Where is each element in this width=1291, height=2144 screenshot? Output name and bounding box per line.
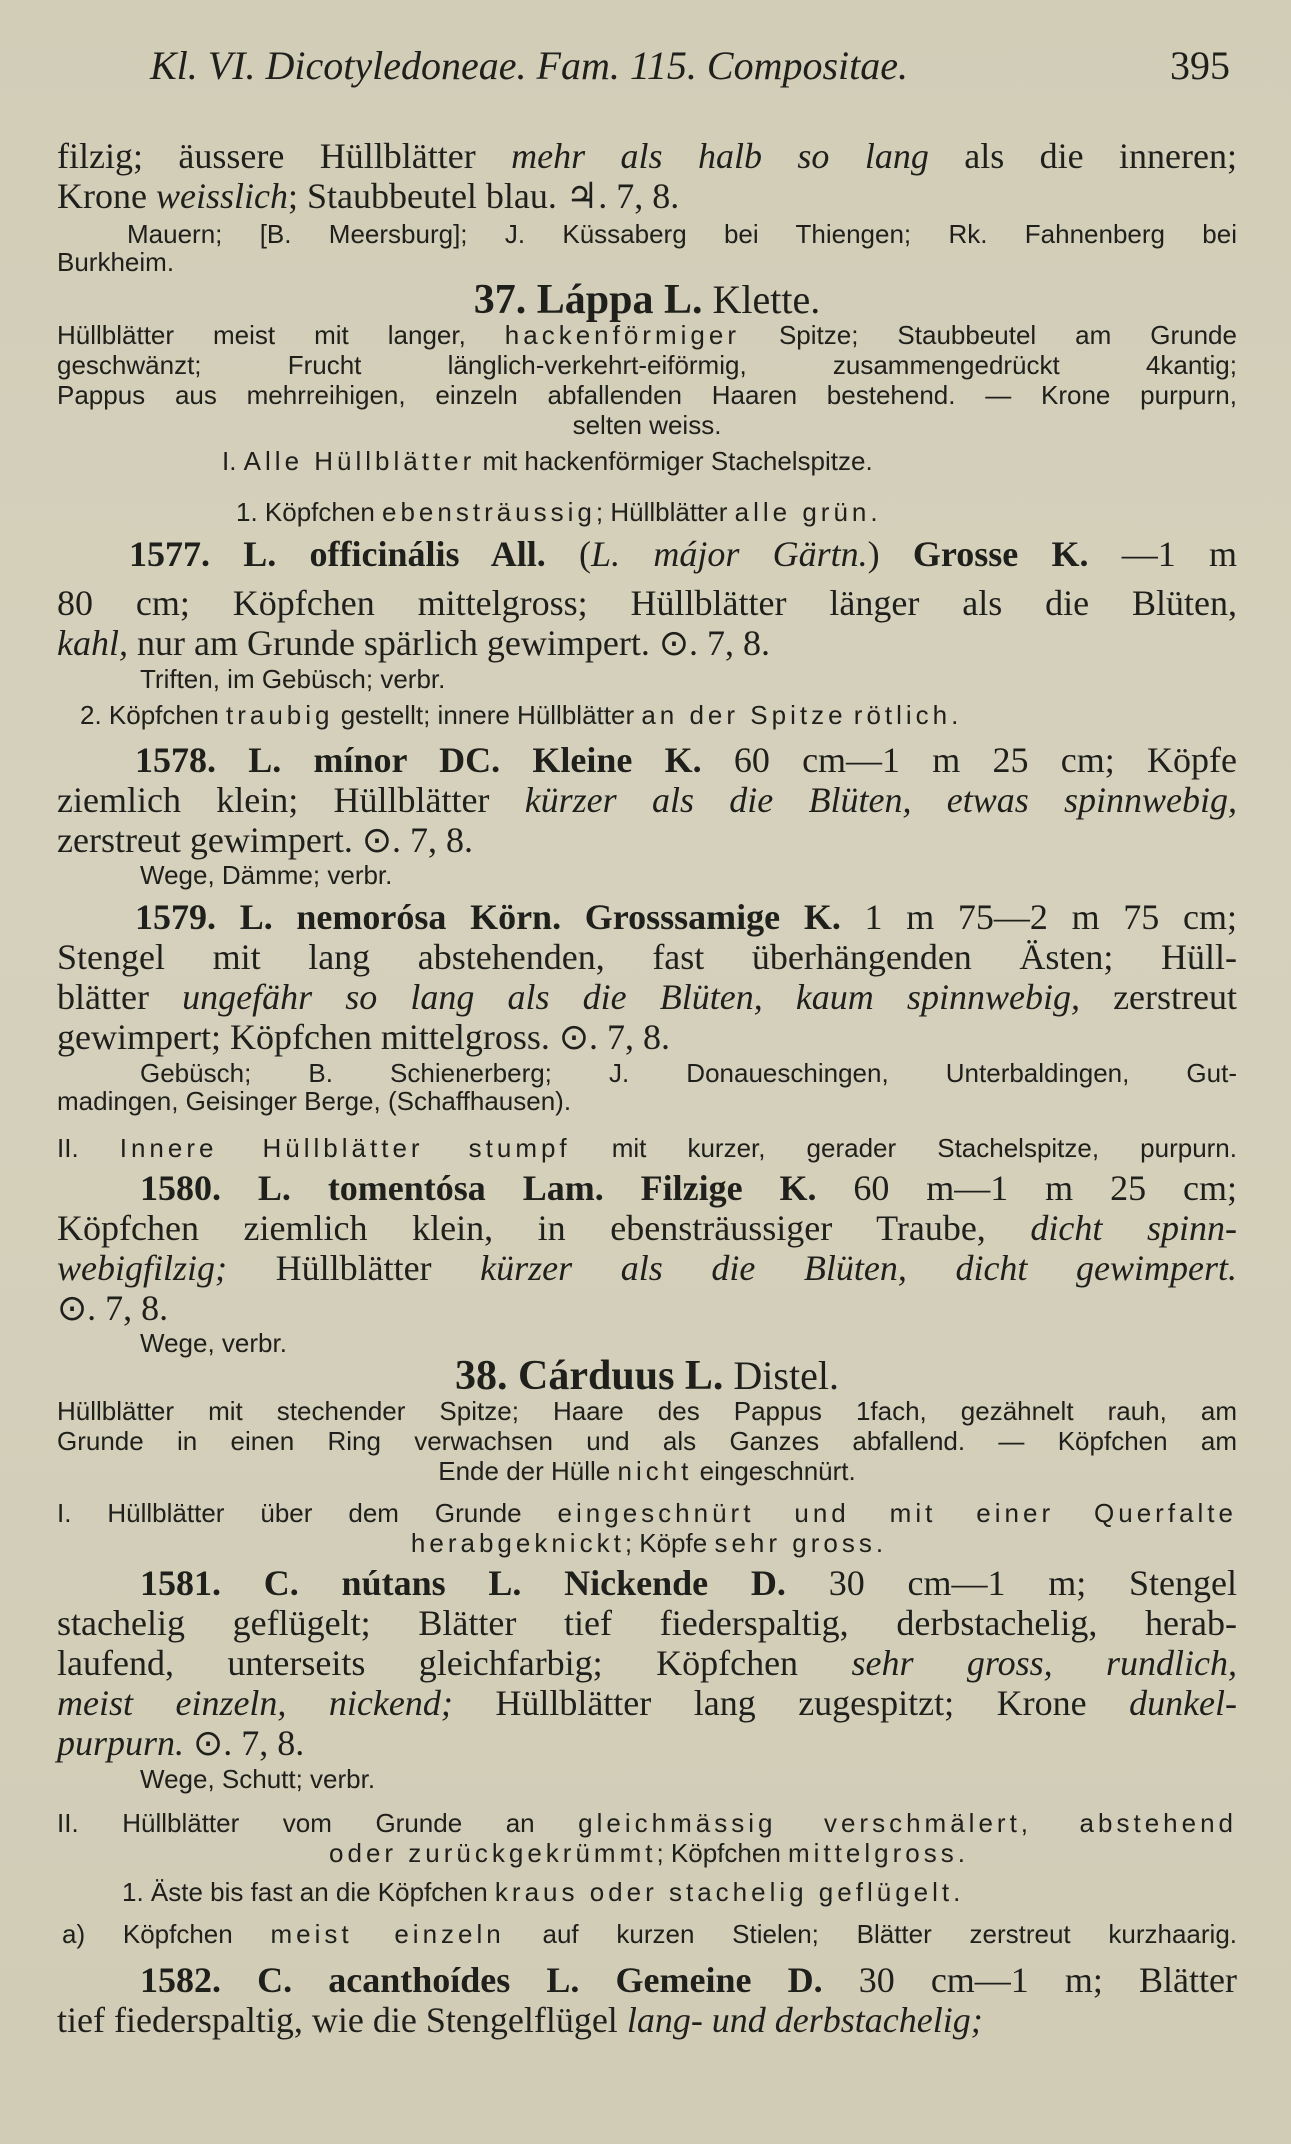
text-line: purpurn. ⊙. 7, 8. (57, 1723, 305, 1763)
key-line: I. Hüllblätter über dem Grunde eingeschnürt und mit einer Querfalte (57, 1498, 1237, 1528)
species-1577: 1577. L. officinális All. (L. májor Gärtn.) Grosse K. —1 m (129, 534, 1237, 574)
running-header (150, 44, 1230, 88)
page-number: 395 (1170, 43, 1230, 88)
genus-description: Hüllblätter meist mit langer, hackenförmiger Spitze; Staubbeutel am Grunde (57, 320, 1237, 350)
locality-line: madingen, Geisinger Berge, (Schaffhausen). (57, 1086, 572, 1116)
genus-description: Hüllblätter mit stechender Spitze; Haare des Pappus 1fach, gezähnelt rauh, am (57, 1396, 1237, 1426)
text-line: zerstreut gewimpert. ⊙. 7, 8. (57, 820, 474, 860)
species-1582: 1582. C. acanthoídes L. Gemeine D. 30 cm—1 m; Blätter (140, 1960, 1237, 2000)
key-line: herabgeknickt; Köpfe sehr gross. (410, 1528, 884, 1558)
text-line: ziemlich klein; Hüllblätter kürzer als die Blüten, etwas spinnwebig, (57, 780, 1237, 820)
key-line: 2. Köpfchen traubig gestellt; innere Hüllblätter an der Spitze rötlich. (80, 700, 959, 730)
locality-line: Wege, Dämme; verbr. (140, 860, 393, 890)
genus-description: Pappus aus mehrreihigen, einzeln abfallenden Haaren bestehend. — Krone purpurn, (57, 380, 1237, 410)
key-line: 1. Äste bis fast an die Köpfchen kraus oder stachelig geflügelt. (122, 1877, 961, 1907)
text-line: Köpfchen ziemlich klein, in ebensträussiger Traube, dicht spinn- (57, 1208, 1237, 1248)
genus-description: Grunde in einen Ring verwachsen und als Ganzes abfallend. — Köpfchen am (57, 1426, 1237, 1456)
text-line: blätter ungefähr so lang als die Blüten, kaum spinnwebig, zerstreut (57, 977, 1238, 1017)
locality-line: Mauern; [B. Meersburg]; J. Küssaberg bei Thiengen; Rk. Fahnenberg bei (127, 219, 1237, 249)
species-1581: 1581. C. nútans L. Nickende D. 30 cm—1 m; Stengel (140, 1563, 1237, 1603)
key-line: a) Köpfchen meist einzeln auf kurzen Stielen; Blätter zerstreut kurzhaarig. (62, 1919, 1238, 1949)
genus-heading-38: 38. Cárduus L. Distel. (455, 1353, 839, 1399)
text-line: gewimpert; Köpfchen mittelgross. ⊙. 7, 8. (57, 1017, 671, 1057)
text-line: ⊙. 7, 8. (57, 1288, 169, 1328)
locality-line: Burkheim. (57, 247, 175, 277)
key-line: oder zurückgekrümmt; Köpfchen mittelgross. (329, 1838, 965, 1868)
text-line: stachelig geflügelt; Blätter tief fiederspaltig, derbstachelig, herab- (57, 1603, 1237, 1643)
key-line: 1. Köpfchen ebensträussig; Hüllblätter alle grün. (236, 497, 878, 527)
text-line: 80 cm; Köpfchen mittelgross; Hüllblätter länger als die Blüten, (57, 583, 1237, 623)
text-line: Krone weisslich; Staubbeutel blau. ♃. 7, 8. (57, 176, 680, 216)
text-line: tief fiederspaltig, wie die Stengelflügel lang- und derbstachelig; (57, 2000, 983, 2040)
genus-description: geschwänzt; Frucht länglich-verkehrt-eiförmig, zusammengedrückt 4kantig; (57, 350, 1237, 380)
key-line: II. Hüllblätter vom Grunde an gleichmässig verschmälert, abstehend (57, 1808, 1237, 1838)
locality-line: Wege, Schutt; verbr. (140, 1764, 376, 1794)
key-line: II. Innere Hüllblätter stumpf mit kurzer, gerader Stachelspitze, purpurn. (57, 1133, 1237, 1163)
locality-line: Triften, im Gebüsch; verbr. (140, 664, 446, 694)
locality-line: Gebüsch; B. Schienerberg; J. Donaueschingen, Unterbaldingen, Gut- (140, 1058, 1237, 1088)
header-title: Kl. VI. Dicotyledoneae. Fam. 115. Compositae. (150, 43, 909, 88)
text-line: webigfilzig; Hüllblätter kürzer als die Blüten, dicht gewimpert. (57, 1248, 1238, 1288)
species-1579: 1579. L. nemorósa Körn. Grosssamige K. 1 m 75—2 m 75 cm; (135, 897, 1237, 937)
locality-line: Wege, verbr. (140, 1328, 287, 1358)
text-line: Stengel mit lang abstehenden, fast überhängenden Ästen; Hüll- (57, 937, 1237, 977)
text-line: filzig; äussere Hüllblätter mehr als halb so lang als die inneren; (57, 136, 1238, 176)
species-1578: 1578. L. mínor DC. Kleine K. 60 cm—1 m 25 cm; Köpfe (135, 740, 1237, 780)
genus-description: Ende der Hülle nicht eingeschnürt. (438, 1456, 856, 1486)
genus-description: selten weiss. (572, 410, 722, 440)
species-1580: 1580. L. tomentósa Lam. Filzige K. 60 m—1 m 25 cm; (140, 1168, 1237, 1208)
key-line: I. Alle Hüllblätter mit hackenförmiger Stachelspitze. (222, 446, 873, 476)
text-line: meist einzeln, nickend; Hüllblätter lang zugespitzt; Krone dunkel- (57, 1683, 1238, 1723)
text-line: kahl, nur am Grunde spärlich gewimpert. ⊙. 7, 8. (57, 623, 770, 663)
genus-heading-37: 37. Láppa L. Klette. (473, 277, 821, 323)
text-line: laufend, unterseits gleichfarbig; Köpfchen sehr gross, rundlich, (57, 1643, 1237, 1683)
